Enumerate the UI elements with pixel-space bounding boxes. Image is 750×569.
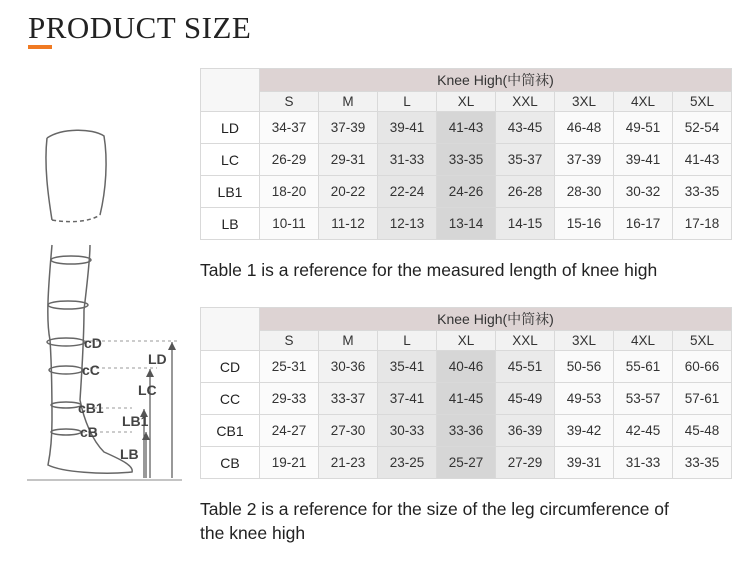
row-label: LD [201, 112, 260, 144]
size-header: 4XL [614, 331, 673, 351]
size-header: S [260, 331, 319, 351]
table-cell: 52-54 [673, 112, 732, 144]
row-label: CB [201, 447, 260, 479]
table-cell: 33-35 [673, 176, 732, 208]
table-cell: 25-31 [260, 351, 319, 383]
table-cell: 41-45 [437, 383, 496, 415]
table-cell: 34-37 [260, 112, 319, 144]
table-cell: 55-61 [614, 351, 673, 383]
table-row [201, 351, 732, 383]
table-cell: 11-12 [319, 208, 378, 240]
row-label: CB1 [201, 415, 260, 447]
title-underline-accent [28, 45, 52, 49]
table-cell: 31-33 [614, 447, 673, 479]
table-cell: 21-23 [319, 447, 378, 479]
label-cb1: cB1 [78, 400, 104, 416]
table-cell: 46-48 [555, 112, 614, 144]
label-cc: cC [82, 362, 100, 378]
table-cell: 27-30 [319, 415, 378, 447]
size-header: M [319, 331, 378, 351]
label-lb1: LB1 [122, 413, 149, 429]
table-cell: 60-66 [673, 351, 732, 383]
row-label: CC [201, 383, 260, 415]
table1-header: Knee High(中筒袜) [260, 69, 732, 92]
table-cell: 24-27 [260, 415, 319, 447]
table-cell: 50-56 [555, 351, 614, 383]
table-cell: 16-17 [614, 208, 673, 240]
table-cell: 35-41 [378, 351, 437, 383]
table-cell: 30-33 [378, 415, 437, 447]
table2-caption-line2: the knee high [200, 523, 306, 543]
size-header: XXL [496, 331, 555, 351]
page-title: PRODUCT SIZE [28, 10, 252, 45]
size-header: 3XL [555, 331, 614, 351]
size-header: 5XL [673, 331, 732, 351]
table-cell: 27-29 [496, 447, 555, 479]
table-cell: 53-57 [614, 383, 673, 415]
row-label: LC [201, 144, 260, 176]
table-cell: 30-32 [614, 176, 673, 208]
size-header: 3XL [555, 92, 614, 112]
table2-header: Knee High(中筒袜) [260, 308, 732, 331]
size-header: 5XL [673, 92, 732, 112]
label-ld: LD [148, 351, 167, 367]
table-cell: 37-41 [378, 383, 437, 415]
table-cell: 19-21 [260, 447, 319, 479]
size-table-length [200, 68, 732, 240]
table-cell: 33-35 [437, 144, 496, 176]
table-cell: 24-26 [437, 176, 496, 208]
table-cell: 49-53 [555, 383, 614, 415]
table2-caption-line1: Table 2 is a reference for the size of the leg circumference of [200, 499, 669, 519]
table-cell: 26-28 [496, 176, 555, 208]
label-lc: LC [138, 382, 157, 398]
table-cell: 39-31 [555, 447, 614, 479]
size-header: 4XL [614, 92, 673, 112]
size-table-circumference [200, 307, 732, 479]
table-cell: 30-36 [319, 351, 378, 383]
table-cell: 35-37 [496, 144, 555, 176]
table-cell: 39-42 [555, 415, 614, 447]
table-cell: 37-39 [555, 144, 614, 176]
table-cell: 18-20 [260, 176, 319, 208]
table-cell: 39-41 [614, 144, 673, 176]
table-cell: 33-36 [437, 415, 496, 447]
table-cell: 49-51 [614, 112, 673, 144]
size-header: L [378, 92, 437, 112]
table-row [201, 415, 732, 447]
size-header: L [378, 331, 437, 351]
table-cell: 12-13 [378, 208, 437, 240]
label-cb: cB [80, 424, 98, 440]
table-cell: 57-61 [673, 383, 732, 415]
table-cell: 45-49 [496, 383, 555, 415]
table-cell: 26-29 [260, 144, 319, 176]
table-cell: 41-43 [673, 144, 732, 176]
table-cell: 33-35 [673, 447, 732, 479]
table-cell: 39-41 [378, 112, 437, 144]
table-cell: 22-24 [378, 176, 437, 208]
table-cell: 41-43 [437, 112, 496, 144]
table-cell: 14-15 [496, 208, 555, 240]
size-header: S [260, 92, 319, 112]
table-cell: 10-11 [260, 208, 319, 240]
table-row [201, 112, 732, 144]
table-cell: 45-48 [673, 415, 732, 447]
table2-corner [201, 308, 260, 351]
table-row [201, 383, 732, 415]
size-header: XXL [496, 92, 555, 112]
table-cell: 25-27 [437, 447, 496, 479]
table-cell: 13-14 [437, 208, 496, 240]
table-row [201, 447, 732, 479]
table-cell: 42-45 [614, 415, 673, 447]
table-row [201, 144, 732, 176]
table-cell: 37-39 [319, 112, 378, 144]
table-cell: 15-16 [555, 208, 614, 240]
table-cell: 28-30 [555, 176, 614, 208]
row-label: CD [201, 351, 260, 383]
table-cell: 17-18 [673, 208, 732, 240]
table-cell: 29-31 [319, 144, 378, 176]
table-cell: 20-22 [319, 176, 378, 208]
row-label: LB [201, 208, 260, 240]
size-header: XL [437, 92, 496, 112]
table-cell: 23-25 [378, 447, 437, 479]
table-cell: 43-45 [496, 112, 555, 144]
table-cell: 33-37 [319, 383, 378, 415]
label-lb: LB [120, 446, 139, 462]
row-label: LB1 [201, 176, 260, 208]
table2-caption [200, 497, 669, 545]
table-cell: 36-39 [496, 415, 555, 447]
table1-caption: Table 1 is a reference for the measured length of knee high [200, 260, 658, 280]
table-cell: 29-33 [260, 383, 319, 415]
table-row [201, 176, 732, 208]
label-cd: cD [84, 335, 102, 351]
table-cell: 31-33 [378, 144, 437, 176]
table1-corner [201, 69, 260, 112]
leg-measurement-diagram [22, 120, 182, 490]
size-header: XL [437, 331, 496, 351]
table-row [201, 208, 732, 240]
size-header: M [319, 92, 378, 112]
table-cell: 40-46 [437, 351, 496, 383]
table-cell: 45-51 [496, 351, 555, 383]
